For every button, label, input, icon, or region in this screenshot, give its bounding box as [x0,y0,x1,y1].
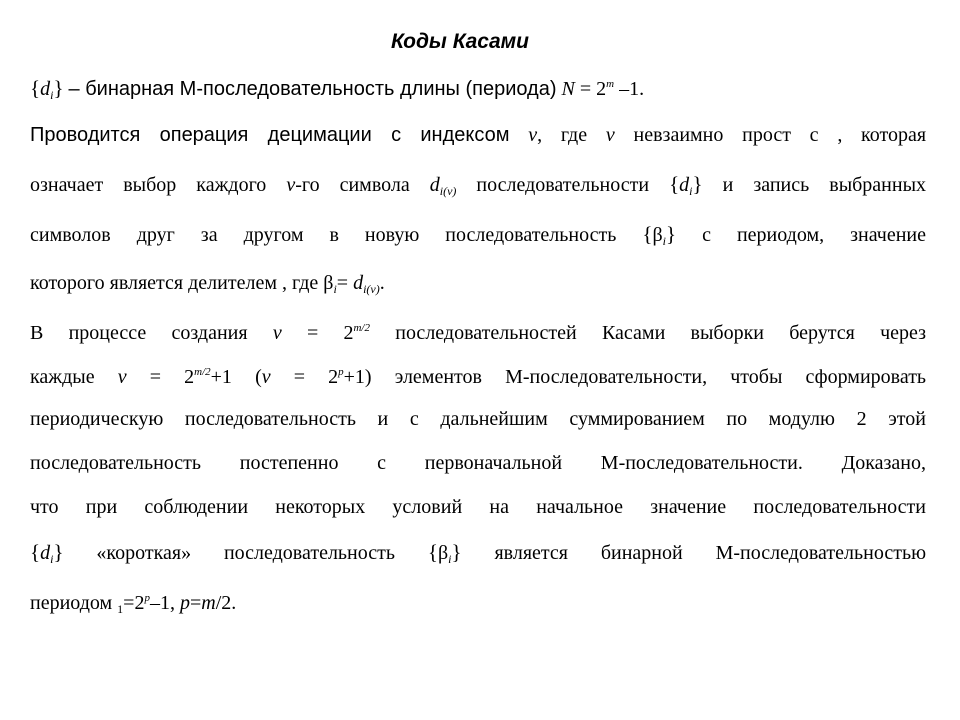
decimation-line-1: Проводится операция децимации с индексом v, где v невзаимно прост с , которая [30,124,927,146]
kasami-line-3: периодическую последовательность и с дальнейшим суммированием по модулю 2 этой [30,408,926,430]
kasami-line-5: что при соблюдении некоторых условий на начальное значение последовательности [30,496,926,518]
definition-line: $\{d_i\}$ – бинарная М-последовательность длины (периода) $N = 2^m$ –1. [30,76,645,102]
decimation-line-2: означает выбор каждого v-го символа $d_{i(v)}$ последовательности $\{d_i\}$ и запись выбранных [30,172,927,198]
kasami-line-4: последовательность постепенно с первоначальной М-последовательности. Доказано, [30,452,926,474]
kasami-line-6: $\{d_i\}$ «короткая» последовательность $\{\beta_i\}$ является бинарной М-последовательностью [30,540,927,566]
decimation-line-4: которого является делителем , где $\beta_i= d_{i(v)}$. [30,272,385,296]
kasami-line-2: каждые $v = 2^{m/2}+1$ $(v = 2^p+1)$ элементов М-последовательности, чтобы сформировать [30,366,927,388]
kasami-line-7: периодом $_1=2^p-1$, p=m/2. [30,592,237,616]
slide-title: Коды Касами [391,30,529,53]
decimation-line-3: символов друг за другом в новую последовательность $\{\beta_i\}$ с периодом, значение [30,222,927,248]
kasami-line-1: В процессе создания $v = 2^{m/2}$ последовательностей Касами выборки берутся через [30,322,927,344]
